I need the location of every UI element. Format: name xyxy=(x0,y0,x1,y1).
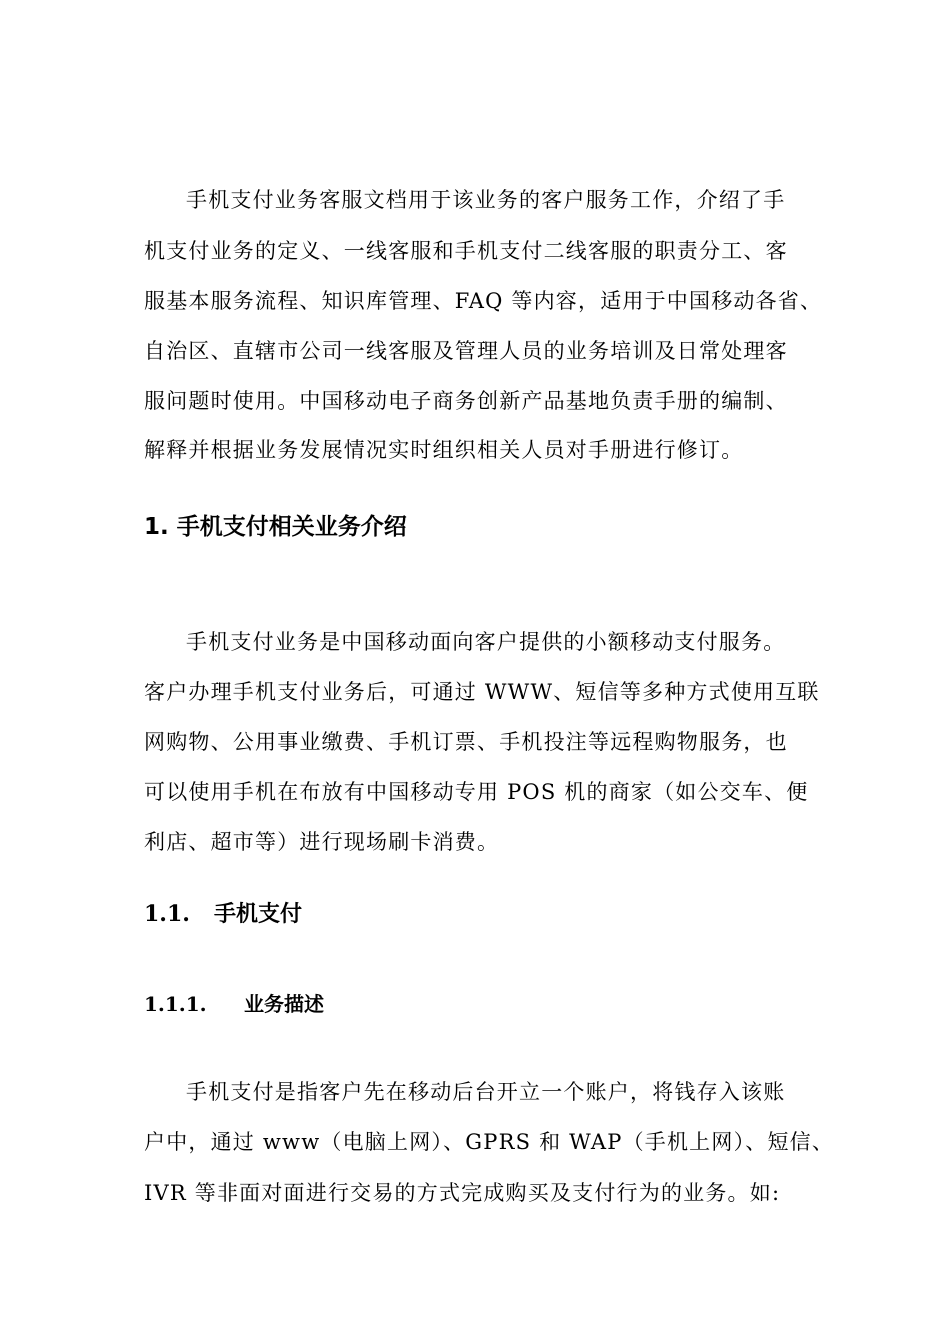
intro-line-6: 解释并根据业务发展情况实时组织相关人员对手册进行修订。 xyxy=(144,438,744,462)
intro-line-2: 机支付业务的定义、一线客服和手机支付二线客服的职责分工、客 xyxy=(144,239,788,263)
intro-line-3: 服基本服务流程、知识库管理、FAQ 等内容，适用于中国移动各省、 xyxy=(144,289,823,313)
section-1-1-1-line-3: IVR 等非面对面进行交易的方式完成购买及支付行为的业务。如: xyxy=(144,1181,781,1205)
section-1-line-5: 利店、超市等）进行现场刷卡消费。 xyxy=(144,830,500,854)
section-1-1-1-title: 业务描述 xyxy=(244,992,324,1016)
section-1-line-2: 客户办理手机支付业务后，可通过 WWW、短信等多种方式使用互联 xyxy=(144,680,820,704)
intro-line-1: 手机支付业务客服文档用于该业务的客户服务工作，介绍了手 xyxy=(186,188,786,212)
section-1-heading: 1. 手机支付相关业务介绍 xyxy=(144,514,407,540)
section-1-1-1-number: 1.1.1. xyxy=(144,992,207,1016)
section-1-1-1-line-2: 户中，通过 www（电脑上网）、GPRS 和 WAP（手机上网）、短信、 xyxy=(144,1130,835,1154)
intro-line-4: 自治区、直辖市公司一线客服及管理人员的业务培训及日常处理客 xyxy=(144,339,788,363)
intro-line-5: 服问题时使用。中国移动电子商务创新产品基地负责手册的编制、 xyxy=(144,389,788,413)
section-1-line-3: 网购物、公用事业缴费、手机订票、手机投注等远程购物服务，也 xyxy=(144,730,788,754)
section-1-1-title: 手机支付 xyxy=(214,901,303,927)
section-1-line-4: 可以使用手机在布放有中国移动专用 POS 机的商家（如公交车、便 xyxy=(144,780,809,804)
section-1-1-1-line-1: 手机支付是指客户先在移动后台开立一个账户，将钱存入该账 xyxy=(186,1080,786,1104)
section-1-1-number: 1.1. xyxy=(144,901,190,927)
section-1-1-heading xyxy=(144,899,302,929)
section-1-1-1-heading xyxy=(144,989,324,1019)
section-1-line-1: 手机支付业务是中国移动面向客户提供的小额移动支付服务。 xyxy=(186,630,786,654)
